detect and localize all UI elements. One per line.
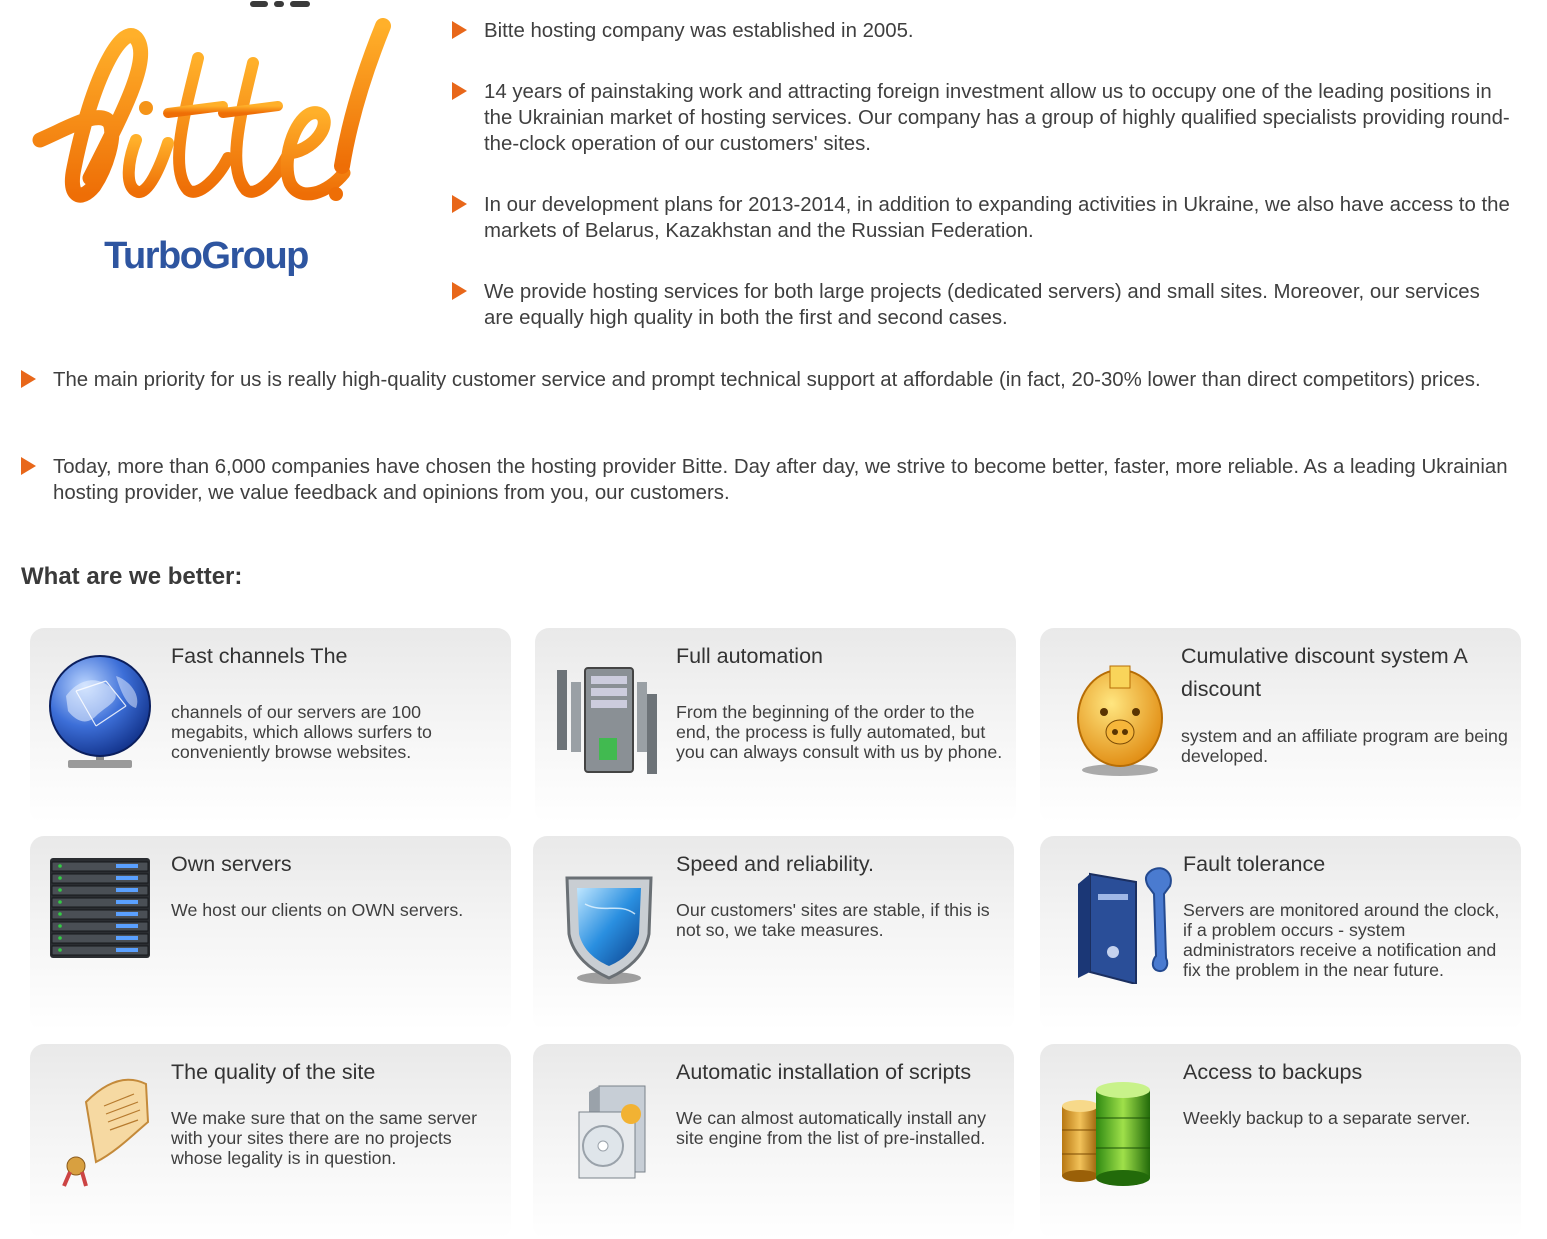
advantage-title: The quality of the site [171,1060,376,1084]
about-item [21,454,1521,506]
certificate-scroll-icon [46,1062,156,1192]
globe-network-icon [46,646,156,776]
about-text: Today, more than 6,000 companies have chosen the hosting provider Bitte. Day after day, we strive to become better, faster, more reliable. As a leading Ukrainian hosting provider, we value feedback and opinions from you, our customers. [53,456,1508,504]
bullet-arrow-icon [452,195,467,213]
advantage-text: Weekly backup to a separate server. [1183,1108,1471,1128]
advantage-card-site-quality [30,1044,511,1239]
bullet-arrow-icon [452,82,467,100]
about-text: Bitte hosting company was established in 2005. [484,20,914,42]
database-icon [1056,1062,1166,1192]
advantage-card-discount [1040,628,1521,823]
advantage-card-full-automation [535,628,1016,823]
advantage-card-own-servers [30,836,511,1031]
server-rack-icon [46,854,156,984]
about-item [452,279,1512,331]
bullet-arrow-icon [21,370,36,388]
bullet-arrow-icon [452,282,467,300]
advantage-title: Fast channels The [171,644,348,668]
about-text: In our development plans for 2013-2014, in addition to expanding activities in Ukraine, we also have access to the markets of Belarus, Kazakhstan and the Russian Federation. [484,194,1510,242]
advantage-card-auto-install [533,1044,1014,1239]
bitte-turbogroup-logo [28,18,398,288]
advantage-title: Speed and reliability. [676,852,875,876]
advantage-text: Our customers' sites are stable, if this is not so, we take measures. [676,900,990,940]
software-box-icon [549,1062,659,1192]
advantage-card-backups [1040,1044,1521,1239]
advantage-text: We can almost automatically install any site engine from the list of pre-installed. [676,1108,986,1148]
about-item [452,18,1512,44]
turbogroup-logo-text: TurboGroup [104,235,308,277]
advantage-text: system and an affiliate program are being developed. [1181,726,1508,766]
advantage-title: Full automation [676,644,823,668]
bullet-arrow-icon [21,457,36,475]
cropped-heading [250,0,390,2]
advantage-title: Access to backups [1183,1060,1363,1084]
advantage-card-speed-reliability [533,836,1014,1031]
bullet-arrow-icon [452,21,467,39]
advantages-title: What are we better: [21,563,243,590]
server-tower-icon [551,646,661,776]
advantage-text: We make sure that on the same server with your sites there are no projects whose legality is in question. [171,1108,478,1168]
about-text: The main priority for us is really high-quality customer service and prompt technical support at affordable (in fact, 20-30% lower than direct competitors) prices. [53,369,1481,391]
advantage-title: Fault tolerance [1183,852,1326,876]
shield-icon [549,854,659,984]
about-text: 14 years of painstaking work and attracting foreign investment allow us to occupy one of the leading positions in the Ukrainian market of hosting services. Our company has a group of highly qualified specialists providing round-the-clock operation of our customers' sites. [484,81,1510,155]
advantage-title: Cumulative discount system A discount [1181,644,1467,701]
advantage-text: Servers are monitored around the clock, if a problem occurs - system administrators receive a notification and fix the problem in the near future. [1183,900,1500,980]
about-item [452,79,1512,157]
computer-wrench-icon [1056,854,1181,984]
advantage-text: channels of our servers are 100 megabits, which allows surfers to conveniently browse websites. [171,702,432,762]
advantage-card-fault-tolerance [1040,836,1521,1031]
advantage-text: We host our clients on OWN servers. [171,900,464,920]
about-item [21,367,1521,393]
about-text: We provide hosting services for both large projects (dedicated servers) and small sites. Moreover, our services are equally high quality in both the first and second cases. [484,281,1480,329]
advantage-title: Own servers [171,852,292,876]
piggy-bank-icon [1056,646,1166,776]
advantage-title: Automatic installation of scripts [676,1060,972,1084]
about-item [452,192,1512,244]
advantage-text: From the beginning of the order to the end, the process is fully automated, but you can always consult with us by phone. [676,702,1003,762]
advantage-card-fast-channels [30,628,511,823]
